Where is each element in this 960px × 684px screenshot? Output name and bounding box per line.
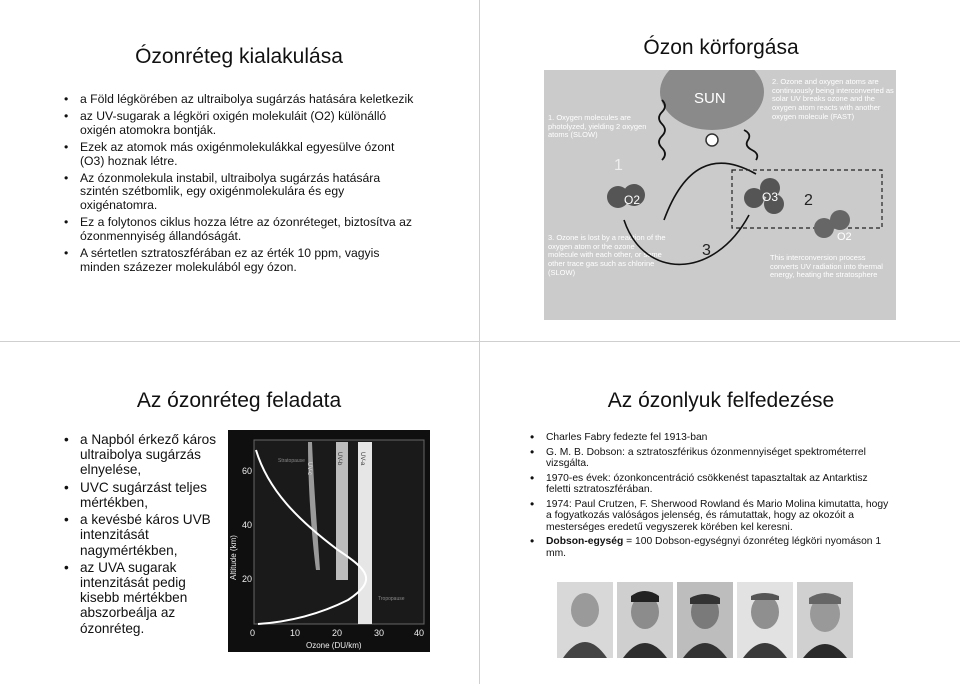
portrait-2 xyxy=(617,582,673,658)
y-axis-label: Altitude (km) xyxy=(229,535,238,580)
x-axis-label: Ozone (DU/km) xyxy=(306,641,362,650)
slide3-title: Az ózonréteg feladata xyxy=(136,389,342,412)
scientist-portraits xyxy=(557,582,857,658)
list-item: • 1974: Paul Crutzen, F. Sherwood Rowland és Mario Molina kimutatta, hogy a fogyatkozás valóságos jelenség, és rámutattak, hogy az okozóit a mesterséges eredetű vegyszerek körében kel keresni. xyxy=(530,499,890,534)
arrow-1 xyxy=(664,163,756,220)
ozone-cycle-diagram xyxy=(544,70,896,320)
list-item: • 1970-es évek: ózonkoncentráció csökkenést tapasztaltak az Antarktisz feletti sztratoszférában. xyxy=(530,473,890,496)
ytick-20: 20 xyxy=(242,574,253,584)
slide-ozone-cycle xyxy=(482,0,960,340)
list-item: • G. M. B. Dobson: a sztratoszférikus ózonmennyiséget spektrométerrel vizsgálta. xyxy=(530,447,890,470)
stratopause-label: Stratopause xyxy=(278,458,305,464)
uva-label: UV-a xyxy=(359,452,365,466)
portrait-1 xyxy=(557,582,613,658)
tropopause-label: Tropopause xyxy=(378,596,405,602)
slide1-bullets xyxy=(64,93,414,278)
xtick-0: 0 xyxy=(250,628,256,638)
o3-label: O3 xyxy=(762,190,779,204)
list-item: • az UVA sugarak intenzitását pedig kisebb mértékben abszorbeálja az ózonréteg. xyxy=(64,560,222,636)
sun-label: SUN xyxy=(694,90,726,107)
text-step2: 2. Ozone and oxygen atoms are continuously being interconverted as solar UV breaks ozone and the oxygen atom reacts with another oxygen molecule (FAST) xyxy=(772,78,894,121)
slide1-title: Ózonréteg kialakulása xyxy=(135,45,343,68)
dobson-definition: = 100 Dobson-egységnyi ózonréteg légköri nyomáson 1 mm. xyxy=(546,536,882,559)
slide-ozone-formation xyxy=(0,0,478,340)
ytick-60: 60 xyxy=(242,466,253,476)
o2-label-2: O2 xyxy=(837,231,852,243)
list-item: • Ez a folytonos ciklus hozza létre az ózonréteget, biztosítva az ózonmennyiség állandóságát. xyxy=(64,216,414,243)
uvc-label: UV-c xyxy=(306,462,312,476)
uv-wave-2 xyxy=(744,130,757,160)
list-item: • az UV-sugarak a légköri oxigén molekuláit (O2) különálló oxigén atomokra bontják. xyxy=(64,110,414,137)
step-number-3: 3 xyxy=(702,242,711,259)
portrait-4 xyxy=(737,582,793,658)
portrait-3 xyxy=(677,582,733,658)
text-note: This interconversion process converts UV radiation into thermal energy, heating the stratosphere xyxy=(770,254,883,280)
xtick-30: 30 xyxy=(374,628,385,638)
list-item: • a Föld légkörében az ultraibolya sugárzás hatására keletkezik xyxy=(64,93,414,107)
slide4-bullets xyxy=(530,432,890,562)
list-item: • a Napból érkező káros ultraibolya sugárzás elnyelése, xyxy=(64,432,222,478)
text-step1: 1. Oxygen molecules are photolyzed, yielding 2 oxygen atoms (SLOW) xyxy=(548,114,647,140)
list-item-dobson xyxy=(530,536,890,559)
ozone-altitude-svg xyxy=(228,430,430,652)
text-step3: 3. Ozone is lost by a reaction of the oxygen atom or the ozone molecule with each other, or some other trace gas such as chlorine (SLOW) xyxy=(548,234,666,277)
o2-label: O2 xyxy=(624,193,641,207)
xtick-20: 20 xyxy=(332,628,343,638)
xtick-40: 40 xyxy=(414,628,425,638)
step-number-2: 2 xyxy=(804,192,813,209)
sun-point xyxy=(706,134,718,146)
slide4-title: Az ózonlyuk felfedezése xyxy=(607,389,835,412)
uvb-label: UV-b xyxy=(336,452,342,466)
portrait-5 xyxy=(797,582,853,658)
list-item: • Ezek az atomok más oxigénmolekulákkal egyesülve ózont (O3) hoznak létre. xyxy=(64,141,414,168)
list-item: • a kevésbé káros UVB intenzitását nagymértékben, xyxy=(64,512,222,558)
slide-ozone-hole xyxy=(482,344,960,684)
step-number-1: 1 xyxy=(614,157,623,174)
list-item: • A sértetlen sztratoszférában ez az érték 10 ppm, vagyis minden százezer molekulából egy ózon. xyxy=(64,247,414,274)
slide-ozone-role xyxy=(0,344,478,684)
slide3-bullets xyxy=(64,432,222,638)
uva-band xyxy=(358,442,372,624)
o2-atom-d xyxy=(830,210,850,230)
ozone-altitude-graph xyxy=(228,430,430,652)
list-item: • UVC sugárzást teljes mértékben, xyxy=(64,480,222,510)
list-item: • Charles Fabry fedezte fel 1913-ban xyxy=(530,432,890,444)
ozone-cycle-svg xyxy=(544,70,896,320)
dobson-term: Dobson-egység xyxy=(546,536,624,548)
slide2-title: Ózon körforgása xyxy=(643,36,799,59)
list-item: • Az ózonmolekula instabil, ultraibolya sugárzás hatására szintén szétbomlik, egy oxigénmolekulára és egy oxigénatomra. xyxy=(64,172,414,213)
ytick-40: 40 xyxy=(242,520,253,530)
xtick-10: 10 xyxy=(290,628,301,638)
